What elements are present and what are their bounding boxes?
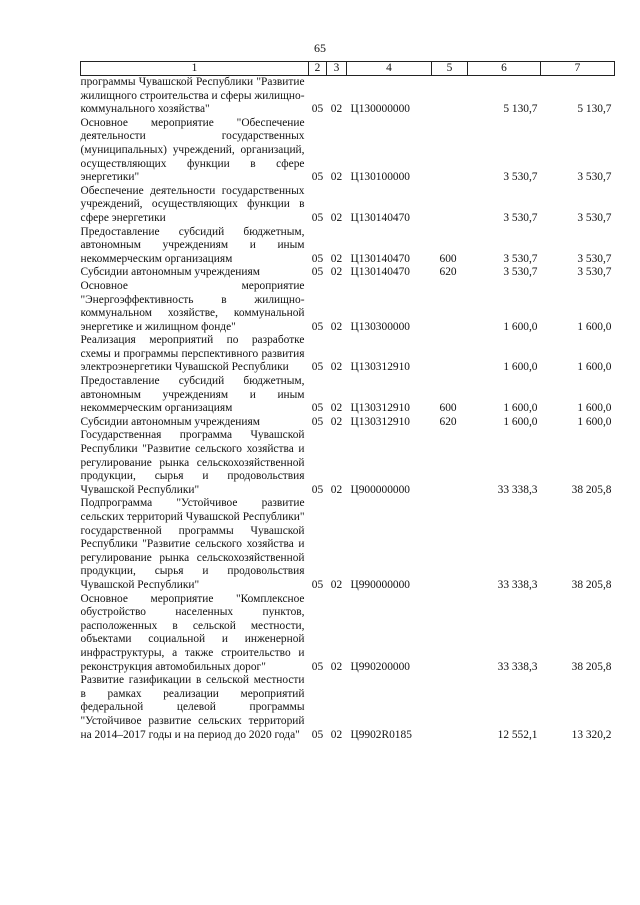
row-section: 05 xyxy=(311,266,324,279)
table-row xyxy=(81,593,615,675)
table-row xyxy=(81,429,615,497)
row-amount-col7: 3 530,7 xyxy=(577,266,612,279)
row-subsection: 02 xyxy=(330,402,343,415)
row-amount-col7: 3 530,7 xyxy=(577,211,612,224)
row-subsection: 02 xyxy=(330,211,343,224)
row-target-code: Ц130140470 xyxy=(350,252,410,265)
row-name: Основное мероприятие "Обеспечение деятельности государственных (муниципальных) учреждений, организаций, осуществляющих функции в сфере энергетики" xyxy=(80,116,305,184)
row-name: программы Чувашской Республики "Развитие жилищного строительства и сферы жилищно-коммунального хозяйства" xyxy=(80,76,305,116)
row-target-code: Ц130140470 xyxy=(350,266,410,279)
row-target-code: Ц130312910 xyxy=(350,415,410,428)
table-row xyxy=(81,76,615,117)
row-amount-col7: 1 600,0 xyxy=(577,361,612,374)
row-amount-col6: 3 530,7 xyxy=(503,252,538,265)
column-number-row xyxy=(81,62,615,76)
row-amount-col7: 5 130,7 xyxy=(577,103,612,116)
column-header-6: 6 xyxy=(468,62,541,76)
row-amount-col7: 3 530,7 xyxy=(577,171,612,184)
row-target-code: Ц990000000 xyxy=(350,578,410,591)
row-target-code: Ц990200000 xyxy=(350,660,410,673)
row-target-code: Ц130000000 xyxy=(350,103,410,116)
row-subsection: 02 xyxy=(330,483,343,496)
row-amount-col6: 1 600,0 xyxy=(503,402,538,415)
table-row xyxy=(81,226,615,267)
budget-table xyxy=(80,61,615,742)
row-section: 05 xyxy=(311,415,324,428)
row-subsection: 02 xyxy=(330,660,343,673)
row-target-code: Ц9902R0185 xyxy=(350,728,412,741)
row-target-code: Ц900000000 xyxy=(350,483,410,496)
row-section: 05 xyxy=(311,103,324,116)
row-name: Обеспечение деятельности государственных учреждений, осуществляющих функции в сфере энергетики xyxy=(80,184,305,224)
row-amount-col6: 3 530,7 xyxy=(503,266,538,279)
row-name: Подпрограмма "Устойчивое развитие сельских территорий Чувашской Республики" государственной программы Чувашской Республики "Развитие сельского хозяйства и регулирование рынка сельскохозяйственной продукции, сырья и продовольствия Чувашской Республики" xyxy=(80,497,305,591)
row-expense-type: 600 xyxy=(439,252,457,265)
row-subsection: 02 xyxy=(330,171,343,184)
row-target-code: Ц130312910 xyxy=(350,361,410,374)
row-subsection: 02 xyxy=(330,578,343,591)
row-section: 05 xyxy=(311,578,324,591)
row-section: 05 xyxy=(311,171,324,184)
table-body xyxy=(81,76,615,743)
row-section: 05 xyxy=(311,320,324,333)
column-header-5: 5 xyxy=(432,62,468,76)
table-row xyxy=(81,674,615,742)
row-expense-type xyxy=(432,280,468,334)
row-amount-col6: 3 530,7 xyxy=(503,211,538,224)
table-row xyxy=(81,375,615,416)
table-row xyxy=(81,497,615,592)
row-amount-col7: 1 600,0 xyxy=(577,320,612,333)
row-name: Предоставление субсидий бюджетным, автономным учреждениям и иным некоммерческим организациям xyxy=(80,225,305,265)
row-expense-type xyxy=(432,76,468,117)
row-amount-col6: 33 338,3 xyxy=(497,578,538,591)
row-name: Субсидии автономным учреждениям xyxy=(80,415,260,428)
table-row xyxy=(81,334,615,375)
row-subsection: 02 xyxy=(330,252,343,265)
row-amount-col6: 1 600,0 xyxy=(503,415,538,428)
row-expense-type xyxy=(432,497,468,592)
row-subsection: 02 xyxy=(330,728,343,741)
row-name: Развитие газификации в сельской местности в рамках реализации мероприятий федеральной целевой программы "Устойчивое развитие сельских территорий на 2014–2017 годы и на период до 2020 года" xyxy=(80,674,305,741)
row-target-code: Ц130312910 xyxy=(350,402,410,415)
row-amount-col6: 33 338,3 xyxy=(497,483,538,496)
row-amount-col7: 38 205,8 xyxy=(571,660,612,673)
row-expense-type: 620 xyxy=(439,266,457,279)
row-subsection: 02 xyxy=(330,415,343,428)
row-amount-col7: 13 320,2 xyxy=(571,728,612,741)
row-expense-type xyxy=(432,593,468,675)
table-row xyxy=(81,416,615,430)
row-expense-type xyxy=(432,185,468,226)
row-amount-col6: 12 552,1 xyxy=(497,728,538,741)
row-section: 05 xyxy=(311,728,324,741)
row-name: Основное мероприятие "Энергоэффективность в жилищно-коммунальном хозяйстве, коммунальной энергетике и жилищном фонде" xyxy=(80,279,305,333)
row-target-code: Ц130300000 xyxy=(350,320,410,333)
table-row xyxy=(81,280,615,334)
row-subsection: 02 xyxy=(330,103,343,116)
row-section: 05 xyxy=(311,483,324,496)
row-amount-col7: 1 600,0 xyxy=(577,402,612,415)
row-name: Субсидии автономным учреждениям xyxy=(80,266,260,279)
row-subsection: 02 xyxy=(330,320,343,333)
row-section: 05 xyxy=(311,402,324,415)
table-row xyxy=(81,117,615,185)
row-expense-type xyxy=(432,117,468,185)
row-subsection: 02 xyxy=(330,266,343,279)
column-header-4: 4 xyxy=(347,62,432,76)
row-section: 05 xyxy=(311,660,324,673)
row-amount-col6: 1 600,0 xyxy=(503,361,538,374)
page-number: 65 xyxy=(314,41,326,55)
table-row xyxy=(81,185,615,226)
row-section: 05 xyxy=(311,211,324,224)
row-name: Реализация мероприятий по разработке схемы и программы перспективного развития электроэнергетики Чувашской Республики xyxy=(80,334,305,374)
table-row xyxy=(81,266,615,280)
row-name: Предоставление субсидий бюджетным, автономным учреждениям и иным некоммерческим организациям xyxy=(80,375,305,415)
row-subsection: 02 xyxy=(330,361,343,374)
row-expense-type: 600 xyxy=(439,402,457,415)
row-expense-type xyxy=(432,674,468,742)
row-expense-type: 620 xyxy=(439,415,457,428)
row-name: Государственная программа Чувашской Республики "Развитие сельского хозяйства и регулирование рынка сельскохозяйственной продукции, сырья и продовольствия Чувашской Республики" xyxy=(80,429,305,496)
row-section: 05 xyxy=(311,252,324,265)
row-amount-col6: 5 130,7 xyxy=(503,103,538,116)
row-name: Основное мероприятие "Комплексное обустройство населенных пунктов, расположенных в сельской местности, объектами социальной и инженерной инфраструктуры, а также строительство и реконструкция автомобильных дорог" xyxy=(80,592,305,673)
column-header-3: 3 xyxy=(327,62,347,76)
row-amount-col7: 38 205,8 xyxy=(571,578,612,591)
row-amount-col7: 38 205,8 xyxy=(571,483,612,496)
row-expense-type xyxy=(432,334,468,375)
row-expense-type xyxy=(432,429,468,497)
row-amount-col6: 33 338,3 xyxy=(497,660,538,673)
row-target-code: Ц130140470 xyxy=(350,211,410,224)
row-amount-col6: 3 530,7 xyxy=(503,171,538,184)
row-amount-col7: 1 600,0 xyxy=(577,415,612,428)
row-section: 05 xyxy=(311,361,324,374)
column-header-2: 2 xyxy=(309,62,327,76)
row-target-code: Ц130100000 xyxy=(350,171,410,184)
column-header-7: 7 xyxy=(541,62,615,76)
row-amount-col6: 1 600,0 xyxy=(503,320,538,333)
row-amount-col7: 3 530,7 xyxy=(577,252,612,265)
column-header-1: 1 xyxy=(81,62,309,76)
